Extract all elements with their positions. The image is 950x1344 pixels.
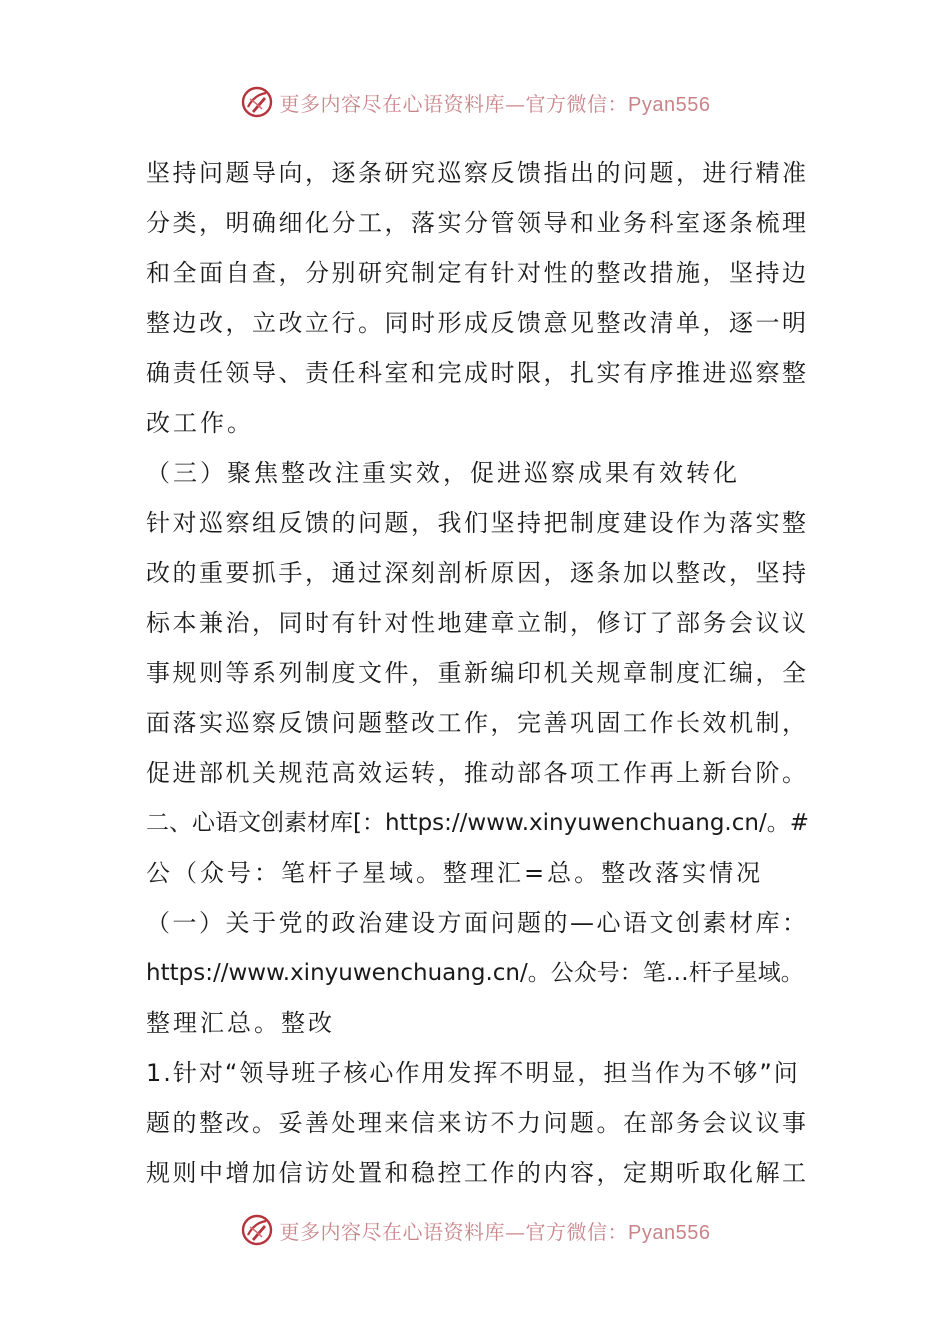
body-line: 标本兼治，同时有针对性地建章立制，修订了部务会议议 [146,609,809,637]
body-line: 促进部机关规范高效运转，推动部各项工作再上新台阶。 [146,759,809,787]
body-line: 改工作。 [146,409,254,437]
body-line: 改的重要抓手，通过深刻剖析原因，逐条加以整改，坚持 [146,559,809,587]
body-line: 题的整改。妥善处理来信来访不力问题。在部务会议议事 [146,1109,809,1137]
watermark-wechat-id: Pyan556 [628,93,711,116]
body-line: 事规则等系列制度文件，重新编印机关规章制度汇编，全 [146,659,809,687]
body-line: 针对巡察组反馈的问题，我们坚持把制度建设作为落实整 [146,509,809,537]
body-line: 整理汇总。整改 [146,1009,335,1037]
header-watermark [0,80,950,124]
body-line: 和全面自查，分别研究制定有针对性的整改措施，坚持边 [146,259,809,287]
body-line: 面落实巡察反馈问题整改工作，完善巩固工作长效机制， [146,709,809,737]
body-line: 规则中增加信访处置和稳控工作的内容，定期听取化解工 [146,1159,809,1187]
body-line: 坚持问题导向，逐条研究巡察反馈指出的问题，进行精准 [146,159,809,187]
section-heading-two: 二、心语文创素材库[：https://www.xinyuwenchuang.cn/。# [146,810,809,836]
body-line: 公（众号：笔杆子星域。整理汇=总。整改落实情况 [146,859,764,887]
item-heading-one: 1.针对“领导班子核心作用发挥不明显，担当作为不够”问 [146,1059,800,1087]
body-line: 整边改，立改立行。同时形成反馈意见整改清单，逐一明 [146,309,809,337]
pen-swirl-logo-icon [240,1213,274,1247]
body-line: 分类，明确细化分工，落实分管领导和业务科室逐条梳理 [146,209,809,237]
pen-swirl-logo-icon [240,85,274,119]
section-heading-three: （三）聚焦整改注重实效，促进巡察成果有效转化 [146,459,740,487]
document-body [146,148,810,1198]
body-line: https://www.xinyuwenchuang.cn/。公众号：笔…杆子星域。 [146,960,804,986]
watermark-text: 更多内容尽在心语资料库—官方微信：Pyan556 [279,91,711,116]
body-line: 确责任领导、责任科室和完成时限，扎实有序推进巡察整 [146,359,809,387]
footer-watermark [0,1208,950,1252]
subsection-heading-one: （一）关于党的政治建设方面问题的—心语文创素材库： [146,909,809,937]
watermark-text: 更多内容尽在心语资料库—官方微信：Pyan556 [279,1219,711,1244]
watermark-wechat-id: Pyan556 [628,1221,711,1244]
